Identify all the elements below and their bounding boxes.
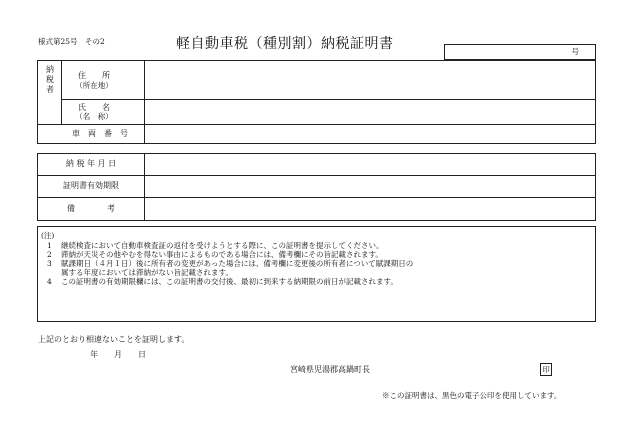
certification-date: 年 月 日: [90, 350, 146, 359]
notes-header: (注): [41, 231, 55, 240]
note-text: この証明書の有効期限欄には、この証明書の交付後、最初に到来する納期限の前日が記載されます。: [61, 277, 398, 286]
certification-statement: 上記のとおり相違ないことを証明します。: [38, 335, 190, 344]
tax-payment-date-label: 納 税 年 月 日: [65, 159, 117, 168]
certificate-number-field: [444, 44, 596, 60]
label-char: 税: [46, 75, 54, 84]
note-text: 賦課期日（４月１日）後に所有者の変更があった場合には、備考欄に変更後の所有者について賦課期日の: [61, 259, 414, 268]
remarks-label: 備 考: [67, 204, 115, 213]
note-number: 2: [47, 250, 52, 259]
form-number: 様式第25号 その2: [38, 37, 105, 46]
validity-period-field[interactable]: [145, 176, 595, 196]
vehicle-number-field[interactable]: [145, 125, 595, 143]
label-char: 者: [46, 85, 54, 94]
note-number: 1: [47, 241, 52, 250]
taxpayer-vertical-label: [44, 65, 56, 95]
address-label: 住 所: [78, 71, 110, 80]
label-char: 納: [46, 65, 54, 74]
issuer-name: 宮崎県児湯郡高鍋町長: [290, 365, 370, 374]
tax-payment-date-field[interactable]: [145, 154, 595, 174]
address-field[interactable]: [145, 61, 595, 98]
remarks-field[interactable]: [145, 198, 595, 220]
name-sub-label: （名 称）: [75, 112, 113, 121]
divider: [61, 60, 62, 124]
document-title: 軽自動車税（種別割）納税証明書: [176, 36, 394, 52]
validity-period-label: 証明書有効期限: [63, 181, 119, 190]
number-suffix: 号: [571, 47, 579, 56]
note-number: 3: [47, 259, 52, 268]
notes-box: [37, 226, 596, 322]
name-label: 氏 名: [78, 103, 110, 112]
note-text: 滞納が天災その他やむを得ない事由によるものである場合には、備考欄にその旨記載されます。: [61, 250, 383, 259]
footer-note: ※この証明書は、黒色の電子公印を使用しています。: [382, 391, 562, 400]
seal-mark: 印: [540, 363, 552, 376]
note-number: 4: [47, 277, 52, 286]
vehicle-number-label: 車 両 番 号: [72, 129, 128, 138]
name-field[interactable]: [145, 100, 595, 123]
note-text-continued: 属する年度においては滞納がない旨記載されます。: [61, 268, 233, 277]
note-text: 継続検査において自動車検査証の返付を受けようとする際に、この証明書を提示してください。: [61, 241, 384, 250]
address-sub-label: （所在地）: [75, 81, 113, 90]
